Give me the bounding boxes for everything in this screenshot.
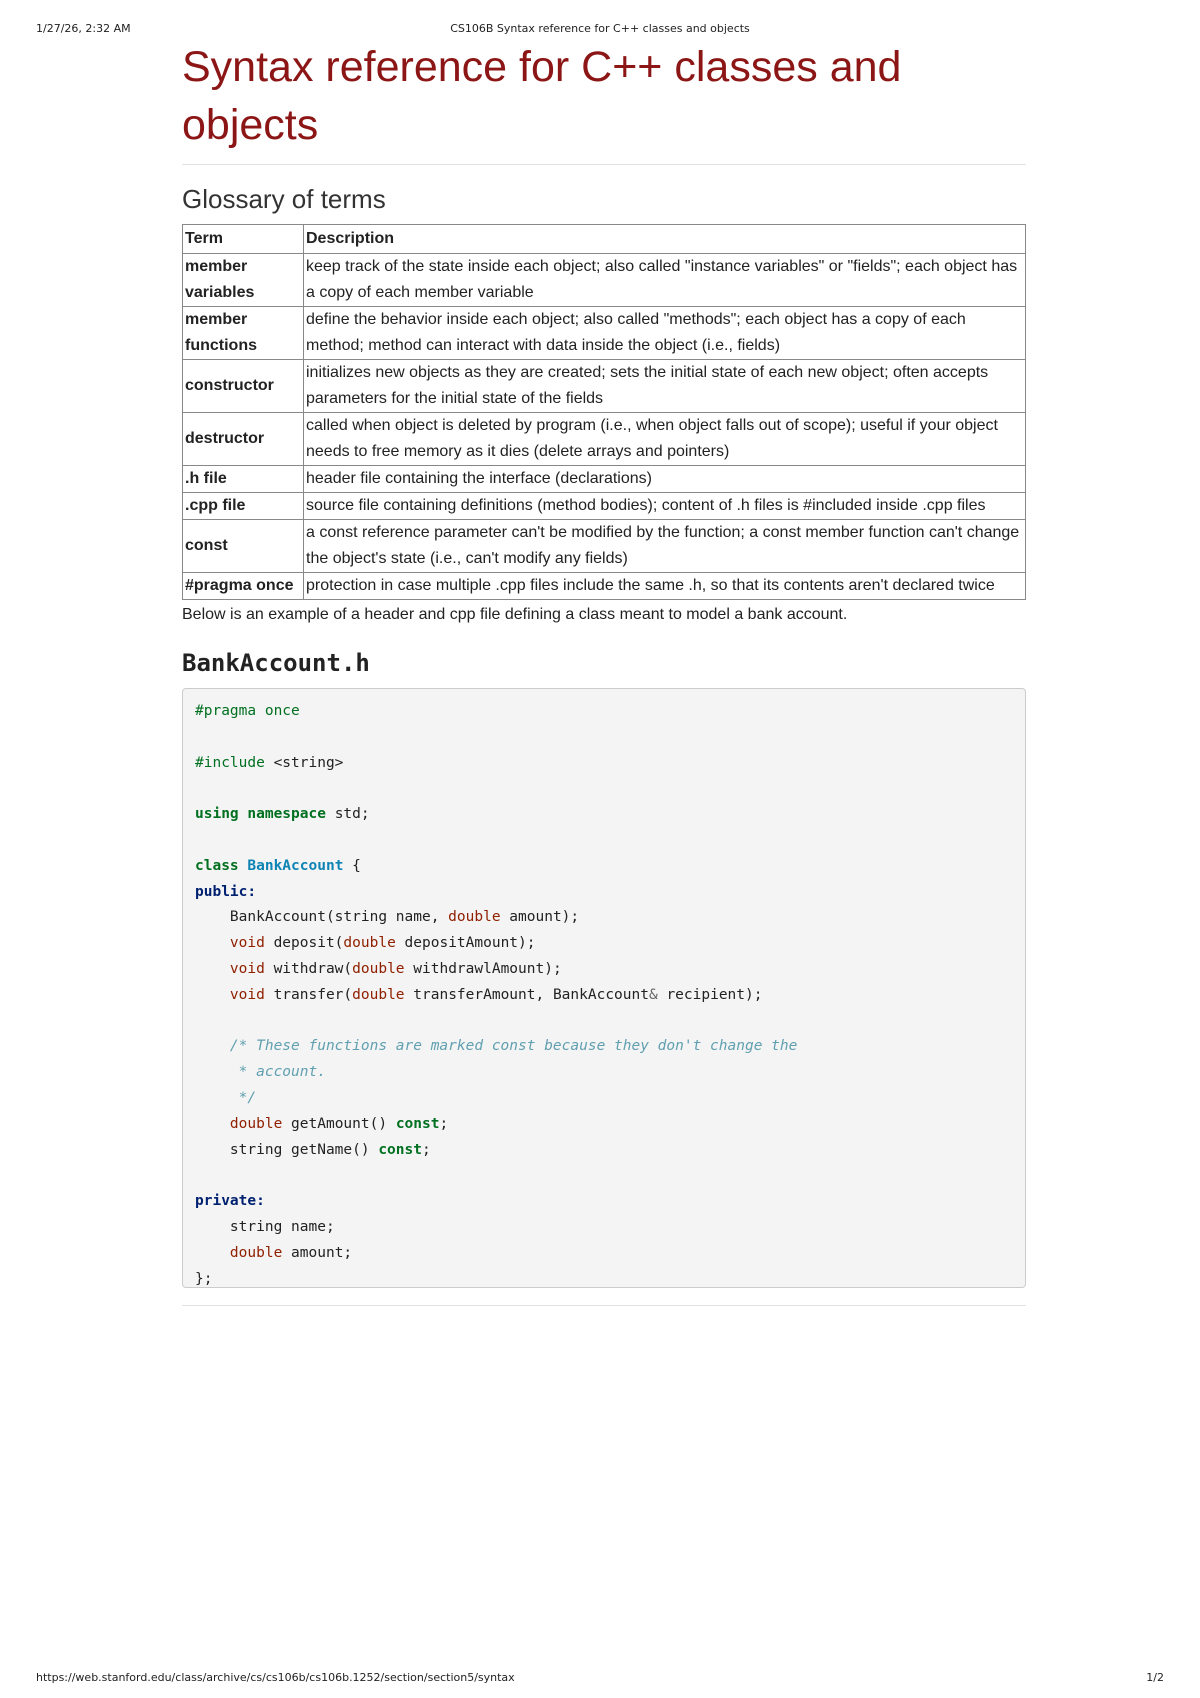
code-type: double — [229, 1115, 283, 1132]
code-line — [195, 755, 343, 771]
table-row — [183, 254, 1026, 307]
table-row — [183, 307, 1026, 360]
code-access-label: public: — [195, 883, 257, 900]
print-datetime: 1/27/26, 2:32 AM — [36, 22, 131, 35]
code-text — [195, 1116, 230, 1132]
code-text — [195, 1245, 230, 1261]
code-text — [195, 961, 230, 977]
glossary-term: .cpp file — [183, 493, 304, 520]
code-text: transferAmount, BankAccount — [404, 986, 649, 1003]
code-text — [195, 935, 230, 951]
code-access-label: private: — [195, 1193, 265, 1210]
print-footer — [0, 1671, 1200, 1687]
code-type: double — [343, 935, 396, 952]
intro-paragraph: Below is an example of a header and cpp file defining a class meant to model a bank account. — [182, 606, 848, 623]
code-comment: * account. — [195, 1064, 326, 1081]
code-text: transfer( — [264, 986, 353, 1003]
code-line — [195, 806, 370, 822]
code-line — [195, 1116, 448, 1132]
print-page-title: CS106B Syntax reference for C++ classes and objects — [450, 22, 750, 35]
code-keyword: namespace — [247, 806, 326, 823]
code-line — [195, 858, 361, 874]
table-row — [183, 466, 1026, 493]
glossary-term: destructor — [183, 413, 304, 466]
print-url: https://web.stanford.edu/class/archive/cs/cs106b/cs106b.1252/section/section5/syntax — [36, 1671, 515, 1684]
code-type: double — [352, 960, 405, 977]
code-text: ; — [439, 1115, 449, 1132]
glossary-heading: Glossary of terms — [182, 184, 386, 214]
print-header — [0, 22, 1200, 38]
code-type: double — [448, 909, 501, 926]
glossary-term: constructor — [183, 360, 304, 413]
code-text: amount); — [500, 909, 580, 926]
section-divider — [182, 1305, 1026, 1306]
code-type: double — [352, 986, 405, 1003]
glossary-term: member variables — [183, 254, 304, 307]
glossary-description: protection in case multiple .cpp files include the same .h, so that its contents aren't declared twice — [304, 573, 1026, 600]
code-text: deposit( — [264, 935, 344, 952]
column-header-description: Description — [304, 225, 1026, 254]
glossary-description: initializes new objects as they are created; sets the initial state of each new object; often accepts parameters for the initial state of the fields — [304, 360, 1026, 413]
code-line — [195, 1219, 335, 1235]
code-line — [195, 1245, 352, 1261]
code-type: double — [229, 1244, 283, 1261]
code-text — [195, 987, 230, 1003]
code-preprocessor: #pragma once — [195, 703, 300, 719]
column-header-term: Term — [183, 225, 304, 254]
code-comment: /* These functions are marked const because they don't change the — [229, 1038, 798, 1055]
glossary-term: const — [183, 520, 304, 573]
code-line — [195, 1193, 265, 1209]
glossary-description: define the behavior inside each object; also called "methods"; each object has a copy of each method; method can interact with data inside the object (i.e., fields) — [304, 307, 1026, 360]
glossary-description: source file containing definitions (method bodies); content of .h files is #included inside .cpp files — [304, 493, 1026, 520]
code-line — [195, 1064, 326, 1080]
code-text: string getName() — [195, 1141, 379, 1158]
glossary-term: member functions — [183, 307, 304, 360]
glossary-description: called when object is deleted by program (i.e., when object falls out of scope); useful if your object needs to free memory as it dies (delete arrays and pointers) — [304, 413, 1026, 466]
code-text: depositAmount); — [395, 935, 536, 952]
code-keyword: using — [195, 806, 239, 823]
code-text: std; — [325, 806, 370, 823]
code-type: void — [229, 935, 265, 952]
code-text: ; — [421, 1141, 431, 1158]
main-content — [182, 38, 1026, 1306]
code-line — [195, 961, 562, 977]
code-text — [195, 1038, 230, 1054]
code-text: BankAccount(string name, — [195, 909, 449, 926]
code-line — [195, 703, 300, 719]
code-block — [182, 688, 1026, 1288]
print-page-number: 1/2 — [1146, 1671, 1164, 1684]
glossary-description: keep track of the state inside each object; also called "instance variables" or "fields"; each object has a copy of each member variable — [304, 254, 1026, 307]
code-text: getAmount() — [282, 1115, 396, 1132]
glossary-term: #pragma once — [183, 573, 304, 600]
table-row — [183, 413, 1026, 466]
table-row — [183, 493, 1026, 520]
table-row — [183, 360, 1026, 413]
code-line — [195, 935, 536, 951]
glossary-term: .h file — [183, 466, 304, 493]
code-text: amount; — [282, 1244, 353, 1261]
code-line — [195, 1142, 431, 1158]
code-line — [195, 1090, 256, 1106]
code-keyword: class — [195, 857, 239, 874]
code-text: withdrawlAmount); — [404, 960, 562, 977]
table-row — [183, 573, 1026, 600]
glossary-description: header file containing the interface (declarations) — [304, 466, 1026, 493]
code-text: withdraw( — [264, 960, 353, 977]
code-keyword: const — [395, 1115, 440, 1132]
glossary-table — [182, 224, 1026, 600]
code-line — [195, 1271, 212, 1287]
code-text: <string> — [264, 754, 344, 771]
code-text: recipient); — [657, 986, 763, 1003]
code-line — [195, 884, 256, 900]
code-comment: */ — [195, 1089, 257, 1106]
code-operator: & — [648, 986, 658, 1003]
code-line — [195, 1038, 797, 1054]
glossary-header-row — [183, 225, 1026, 254]
page-title: Syntax reference for C++ classes and objects — [182, 38, 1026, 165]
code-type: void — [229, 986, 265, 1003]
code-preprocessor: #include — [195, 754, 265, 771]
table-row — [183, 520, 1026, 573]
code-keyword: const — [378, 1141, 422, 1158]
code-text: { — [343, 857, 361, 874]
code-type: void — [229, 960, 265, 977]
code-text: }; — [195, 1270, 213, 1287]
code-filename-heading: BankAccount.h — [182, 649, 370, 677]
code-line — [195, 909, 579, 925]
code-line — [195, 987, 762, 1003]
glossary-description: a const reference parameter can't be modified by the function; a const member function can't change the object's state (i.e., can't modify any fields) — [304, 520, 1026, 573]
code-text: string name; — [195, 1218, 335, 1235]
code-class-name: BankAccount — [247, 857, 344, 874]
